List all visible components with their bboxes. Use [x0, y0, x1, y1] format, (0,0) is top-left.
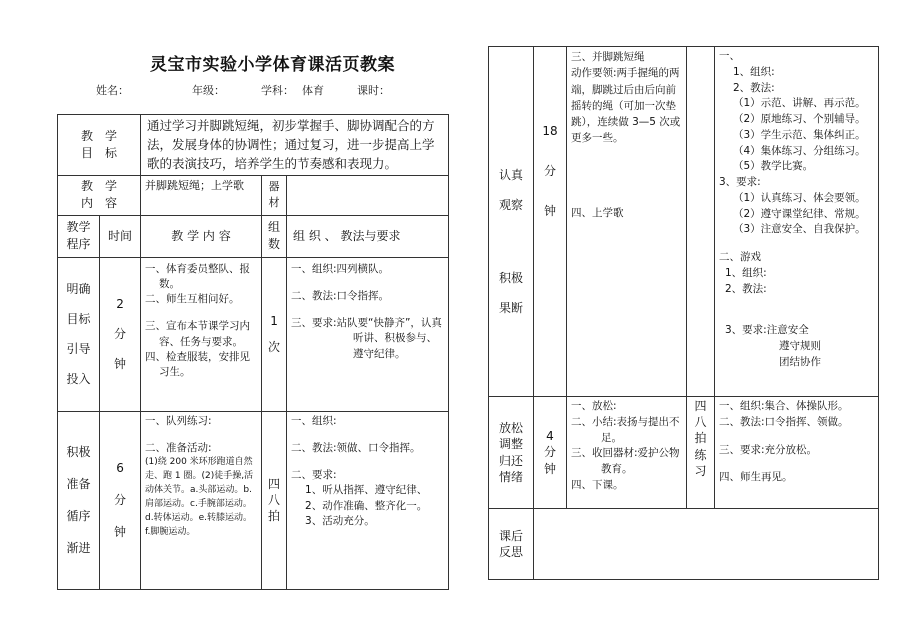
s3-time-3: 钟: [543, 204, 556, 219]
s1-content-line: 三、宣布本节课学习内: [145, 320, 251, 333]
s2-time: [100, 411, 141, 589]
s2-time-3: 钟: [114, 525, 127, 540]
s4-groups-2: 八: [694, 415, 707, 430]
s4-time-2: 分: [543, 445, 556, 460]
s1-time: [100, 257, 141, 411]
s1-content-line: 习生。: [159, 366, 191, 379]
content-text: 并脚跳短绳；上学歌: [141, 176, 262, 216]
goal-text: 通过学习并脚跳短绳，初步掌握手、脚协调配合的方法，发展身体的协调性；通过复习，进一步提高上学歌的表演技巧，培养学生的节奏感和表现力。: [141, 115, 449, 176]
s1-stage-1: 明确: [66, 281, 91, 296]
s1-content: [141, 257, 262, 411]
s3-method-line: （2）原地练习、个别辅导。: [733, 113, 866, 125]
s4-method-line: 四、师生再见。: [719, 471, 793, 484]
subject-value: 体育: [302, 84, 324, 97]
s1-time-3: 钟: [114, 357, 127, 372]
s1-method: [287, 257, 449, 411]
name-label: 姓名：: [96, 84, 129, 97]
col-stage: [58, 215, 100, 257]
s3-time-1: 18: [542, 124, 558, 138]
s3-method-line: 2、教法:: [725, 282, 767, 295]
s3-method-line: 2、教法:: [733, 81, 775, 94]
s3-method-line: （1）认真练习、体会要领。: [733, 191, 866, 204]
s3-method-line: （2）遵守课堂纪律、常规。: [733, 207, 866, 220]
s2-method-line: 二、要求:: [291, 469, 337, 482]
s4-groups-1: 四: [694, 399, 707, 413]
s2-stage-1: 积极: [66, 444, 91, 459]
s2-groups-1: 四: [268, 477, 281, 491]
s1-groups-1: 1: [270, 314, 278, 329]
s3-stage: [489, 47, 534, 397]
s1-time-1: 2: [116, 297, 124, 311]
s1-content-line: 数。: [159, 278, 181, 290]
s1-stage: [58, 257, 100, 411]
goal-label-cell: [58, 115, 141, 176]
s3-stage-a-2: 观察: [498, 198, 523, 213]
s2-stage-3: 循序: [66, 509, 91, 524]
s1-content-line: 二、师生互相问好。: [145, 293, 240, 306]
s1-method-line: 遵守纪律。: [353, 347, 406, 360]
s3-method-line: （5）教学比赛。: [733, 160, 814, 173]
s3-stage-b-2: 果断: [498, 300, 523, 315]
grade-label: 年级：: [192, 84, 225, 97]
s3-content-2: 动作要领:两手握绳的两端，脚跳过后由后向前摇转的绳（可加一次垫跳），连续做 3—5 次或更多一些。: [571, 67, 681, 145]
s3-stage-b-1: 积极: [498, 270, 523, 285]
col-time: 时间: [100, 215, 141, 257]
goal-label-1: 教 学: [81, 128, 118, 143]
s3-method-line: （3）学生示范、集体纠正。: [733, 128, 866, 141]
s4-stage-3: 归还: [498, 453, 523, 468]
s2-content-detail: (1)绕 200 米环形跑道自然走、跑 1 圈。(2)徒手操,活动体关节。a.头部运动。b.肩部运动。c.手腕部运动。d.转体运动。e.转膝运动。f.脚腕运动。: [145, 457, 254, 537]
s4-groups-4: 练: [694, 447, 707, 462]
s1-stage-4: 投入: [66, 372, 91, 387]
s3-stage-a-1: 认真: [498, 168, 523, 183]
s3-method-line: 团结协作: [779, 355, 821, 368]
s1-content-line: 容、任务与要求。: [159, 335, 244, 348]
s2-content-2: 二、准备活动:: [145, 442, 212, 454]
s2-method-line: 1、听从指挥、遵守纪律、: [305, 484, 428, 497]
s2-content: [141, 411, 262, 589]
content-label-2: 内 容: [81, 196, 118, 211]
s4-content-line: 四、下课。: [571, 478, 624, 491]
col-stage-1: 教学: [66, 219, 91, 234]
reflect-label-1: 课后: [498, 528, 523, 543]
goal-label-2: 目 标: [81, 146, 118, 160]
s3-method-line: 1、组织:: [733, 65, 775, 78]
s4-time-1: 4: [546, 429, 554, 444]
s4-content-line: 一、放松:: [571, 400, 617, 412]
s3-time-2: 分: [543, 164, 556, 179]
s4-groups-5: 习: [694, 463, 707, 478]
s1-method-line: 二、教法:口令指挥。: [291, 290, 390, 302]
s2-time-2: 分: [114, 493, 127, 508]
s4-content-line: 教育。: [601, 463, 633, 475]
equip-value: [287, 176, 449, 216]
reflect-label-2: 反思: [498, 545, 523, 559]
s2-method: [287, 411, 449, 589]
s1-stage-3: 引导: [66, 342, 91, 357]
s4-stage-2: 调整: [498, 437, 523, 452]
equip-label-1: 器: [268, 180, 280, 194]
reflect-label: [489, 509, 534, 580]
reflect-content: [534, 509, 879, 580]
s2-stage-2: 准备: [66, 477, 91, 492]
subject-label: 学科：: [261, 84, 294, 97]
s1-stage-2: 目标: [66, 312, 91, 327]
equip-label-2: 材: [268, 196, 280, 210]
s3-method-line: 3、要求:注意安全: [725, 324, 809, 337]
s2-method-line: 2、动作准确、整齐化一。: [305, 499, 428, 512]
equip-label-cell: [262, 176, 287, 216]
s3-method-line: 一、: [719, 50, 740, 62]
col-groups-2: 数: [268, 237, 281, 252]
s1-method-line: 一、组织:四列横队。: [291, 262, 390, 275]
s1-time-2: 分: [114, 327, 127, 342]
page-title: 灵宝市实验小学体育课活页教案: [150, 55, 395, 75]
s2-content-1: 一、队列练习:: [145, 414, 212, 427]
s4-time: [534, 397, 567, 509]
s4-groups-3: 拍: [694, 431, 707, 446]
col-content: 教 学 内 容: [141, 215, 262, 257]
s4-stage: [489, 397, 534, 509]
s1-groups: [262, 257, 287, 411]
s2-method-line: 一、组织:: [291, 414, 337, 427]
s3-content-3: 四、上学歌: [571, 206, 624, 219]
s3-method-line: 3、要求:: [719, 176, 761, 188]
s4-method: [715, 397, 879, 509]
s3-method-line: （1）示范、讲解、再示范。: [733, 97, 866, 110]
s2-stage-4: 渐进: [66, 541, 91, 556]
s3-content: [567, 47, 687, 397]
s3-groups: [687, 47, 715, 397]
s4-content-line: 足。: [601, 431, 622, 444]
s3-method-line: 二、游戏: [719, 251, 761, 263]
s1-content-line: 一、体育委员整队、报: [145, 262, 251, 275]
s4-groups: [687, 397, 715, 509]
content-label-1: 教 学: [81, 179, 118, 193]
s4-stage-1: 放松: [498, 421, 523, 436]
lesson-plan-right-table: [488, 46, 879, 580]
s3-method-line: （4）集体练习、分组练习。: [733, 144, 866, 157]
content-label-cell: [58, 176, 141, 216]
s1-groups-2: 次: [268, 340, 281, 355]
period-label: 课时：: [357, 84, 390, 97]
s4-content-line: 三、收回器材:爱护公物: [571, 447, 680, 460]
s2-method-line: 3、活动充分。: [305, 514, 375, 527]
s2-time-1: 6: [116, 461, 124, 475]
lesson-plan-left-table: [57, 114, 449, 590]
s2-method-line: 二、教法:领做、口令指挥。: [291, 442, 421, 454]
s4-method-line: 三、要求:充分放松。: [719, 443, 818, 456]
s3-method: [715, 47, 879, 397]
s2-groups-3: 拍: [268, 509, 281, 524]
s4-stage-4: 情绪: [498, 469, 523, 484]
col-groups: [262, 215, 287, 257]
s4-content-line: 二、小结:表扬与提出不: [571, 415, 680, 428]
s4-method-line: 一、组织:集合、体操队形。: [719, 400, 849, 412]
col-method: 组 织 、 教法与要求: [287, 215, 449, 257]
col-stage-2: 程序: [66, 237, 91, 252]
s2-groups: [262, 411, 287, 589]
s1-content-line: 四、检查服装，安排见: [145, 350, 251, 363]
s3-method-line: 1、组织:: [725, 266, 767, 279]
s2-stage: [58, 411, 100, 589]
col-groups-1: 组: [268, 219, 281, 234]
s3-content-1: 三、并脚跳短绳: [571, 51, 645, 63]
s1-method-line: 三、要求:站队要“快静齐”，认真: [291, 317, 442, 330]
s3-method-line: 遵守规则: [779, 340, 821, 352]
s4-method-line: 二、教法:口令指挥、领做。: [719, 415, 849, 428]
s3-time: [534, 47, 567, 397]
s4-content: [567, 397, 687, 509]
s4-time-3: 钟: [543, 461, 556, 476]
s1-method-line: 听讲、积极参与、: [353, 332, 438, 345]
s3-method-line: （3）注意安全、自我保护。: [733, 223, 866, 236]
s2-groups-2: 八: [268, 493, 281, 508]
